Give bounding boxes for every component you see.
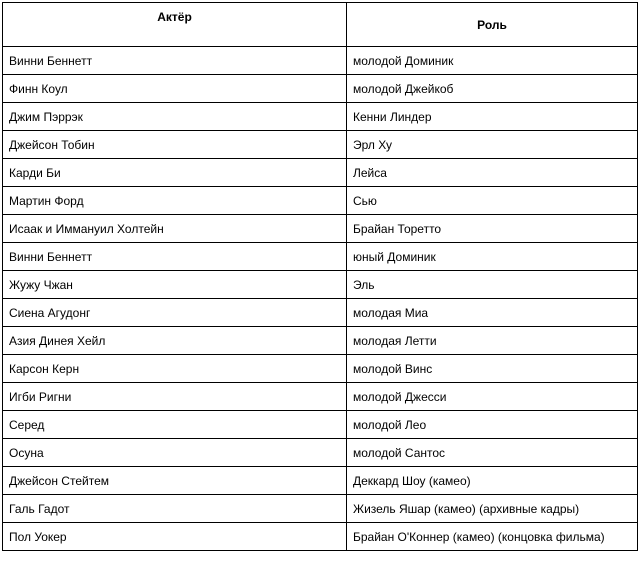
table-row: [3, 411, 638, 439]
role-cell: молодая Летти: [347, 327, 638, 355]
actor-cell: Галь Гадот: [3, 495, 347, 523]
table-row: [3, 299, 638, 327]
actor-cell: Мартин Форд: [3, 187, 347, 215]
role-cell: Кенни Линдер: [347, 103, 638, 131]
role-cell: молодой Винс: [347, 355, 638, 383]
table-body: [3, 47, 638, 551]
table-row: [3, 159, 638, 187]
role-cell: Эль: [347, 271, 638, 299]
table-row: [3, 103, 638, 131]
role-cell: Лейса: [347, 159, 638, 187]
role-cell: Жизель Яшар (камео) (архивные кадры): [347, 495, 638, 523]
role-cell: Сью: [347, 187, 638, 215]
table-row: [3, 355, 638, 383]
actor-cell: Джейсон Тобин: [3, 131, 347, 159]
role-cell: молодая Миа: [347, 299, 638, 327]
actor-cell: Игби Ригни: [3, 383, 347, 411]
role-cell: молодой Джесси: [347, 383, 638, 411]
role-cell: молодой Доминик: [347, 47, 638, 75]
role-cell: Брайан Торетто: [347, 215, 638, 243]
table-row: [3, 131, 638, 159]
actor-cell: Джим Пэррэк: [3, 103, 347, 131]
actor-cell: Серед: [3, 411, 347, 439]
role-cell: Деккард Шоу (камео): [347, 467, 638, 495]
actor-cell: Жужу Чжан: [3, 271, 347, 299]
role-cell: Эрл Ху: [347, 131, 638, 159]
table-row: [3, 47, 638, 75]
actor-cell: Винни Беннетт: [3, 243, 347, 271]
role-cell: молодой Джейкоб: [347, 75, 638, 103]
table-header-row: [3, 3, 638, 47]
table-row: [3, 383, 638, 411]
table-row: [3, 75, 638, 103]
table-row: [3, 467, 638, 495]
cast-table: [2, 2, 638, 551]
cast-table-container: [2, 2, 637, 551]
role-cell: молодой Сантос: [347, 439, 638, 467]
header-role: Роль: [347, 3, 638, 47]
actor-cell: Осуна: [3, 439, 347, 467]
header-actor: Актёр: [3, 3, 347, 47]
table-row: [3, 187, 638, 215]
actor-cell: Винни Беннетт: [3, 47, 347, 75]
role-cell: молодой Лео: [347, 411, 638, 439]
actor-cell: Исаак и Иммануил Холтейн: [3, 215, 347, 243]
actor-cell: Азия Динея Хейл: [3, 327, 347, 355]
actor-cell: Карди Би: [3, 159, 347, 187]
table-row: [3, 439, 638, 467]
table-row: [3, 271, 638, 299]
table-row: [3, 327, 638, 355]
actor-cell: Джейсон Стейтем: [3, 467, 347, 495]
actor-cell: Карсон Керн: [3, 355, 347, 383]
actor-cell: Финн Коул: [3, 75, 347, 103]
role-cell: Брайан О'Коннер (камео) (концовка фильма): [347, 523, 638, 551]
table-row: [3, 495, 638, 523]
actor-cell: Сиена Агудонг: [3, 299, 347, 327]
table-row: [3, 243, 638, 271]
table-row: [3, 215, 638, 243]
role-cell: юный Доминик: [347, 243, 638, 271]
actor-cell: Пол Уокер: [3, 523, 347, 551]
table-row: [3, 523, 638, 551]
